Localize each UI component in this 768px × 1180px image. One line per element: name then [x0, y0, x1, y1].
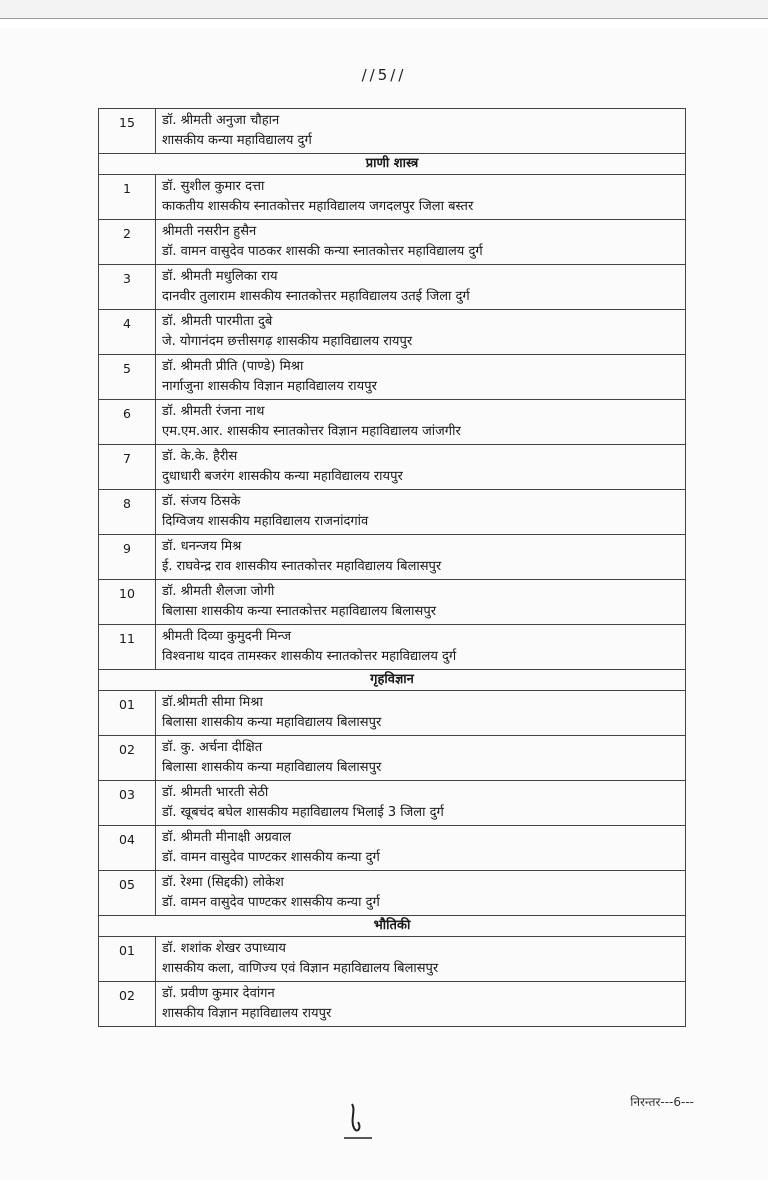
table-row: [99, 220, 686, 265]
table-row: [99, 871, 686, 916]
serial-number: 1: [99, 175, 156, 220]
member-cell: [156, 937, 686, 982]
member-institution: एम.एम.आर. शासकीय स्नातकोत्तर विज्ञान महाविद्यालय जांजगीर: [162, 424, 461, 439]
section-header-row: [99, 154, 686, 175]
faculty-table: [98, 108, 686, 1027]
member-institution: दानवीर तुलाराम शासकीय स्नातकोत्तर महाविद्यालय उतई जिला दुर्ग: [162, 289, 470, 304]
member-cell: [156, 535, 686, 580]
member-institution: बिलासा शासकीय कन्या स्नातकोत्तर महाविद्यालय बिलासपुर: [162, 604, 437, 619]
table-row: [99, 625, 686, 670]
serial-number: 11: [99, 625, 156, 670]
page-number: //5//: [361, 66, 407, 84]
table-row: [99, 781, 686, 826]
member-name: डॉ. शशांक शेखर उपाध्याय: [162, 941, 286, 956]
table-row: [99, 310, 686, 355]
section-title: प्राणी शास्त्र: [99, 154, 686, 175]
member-cell: [156, 781, 686, 826]
serial-number: 9: [99, 535, 156, 580]
member-institution: शासकीय कन्या महाविद्यालय दुर्ग: [162, 133, 312, 148]
member-cell: [156, 400, 686, 445]
serial-number: 3: [99, 265, 156, 310]
member-cell: [156, 826, 686, 871]
member-name: डॉ. रेश्मा (सिद्दकी) लोकेश: [162, 875, 284, 890]
table-row: [99, 265, 686, 310]
member-cell: [156, 871, 686, 916]
signature-mark: [338, 1098, 378, 1144]
table-row: [99, 982, 686, 1027]
member-name: डॉ. श्रीमती रंजना नाथ: [162, 404, 265, 419]
table-row: [99, 355, 686, 400]
member-institution: विश्वनाथ यादव तामस्कर शासकीय स्नातकोत्तर महाविद्यालय दुर्ग: [162, 649, 457, 664]
member-name: डॉ. श्रीमती मीनाक्षी अग्रवाल: [162, 830, 292, 845]
member-cell: [156, 355, 686, 400]
member-cell: [156, 982, 686, 1027]
member-name: डॉ. श्रीमती मधुलिका राय: [162, 269, 278, 284]
table-row: [99, 937, 686, 982]
serial-number: 8: [99, 490, 156, 535]
member-institution: डॉ. वामन वासुदेव पाठकर शासकी कन्या स्नातकोत्तर महाविद्यालय दुर्ग: [162, 244, 483, 259]
member-name: डॉ. प्रवीण कुमार देवांगन: [162, 986, 275, 1001]
member-name: डॉ. कु. अर्चना दीक्षित: [162, 740, 263, 755]
member-institution: काकतीय शासकीय स्नातकोत्तर महाविद्यालय जगदलपुर जिला बस्तर: [162, 199, 474, 214]
serial-number: 01: [99, 691, 156, 736]
viewer-top-bar: [0, 0, 768, 19]
serial-number: 10: [99, 580, 156, 625]
serial-number: 02: [99, 736, 156, 781]
member-name: डॉ. संजय ठिसके: [162, 494, 241, 509]
member-institution: दुधाधारी बजरंग शासकीय कन्या महाविद्यालय रायपुर: [162, 469, 403, 484]
member-name: डॉ. श्रीमती शैलजा जोगी: [162, 584, 275, 599]
serial-number: 05: [99, 871, 156, 916]
member-institution: दिग्विजय शासकीय महाविद्यालय राजनांदगांव: [162, 514, 369, 529]
table-row: [99, 691, 686, 736]
member-institution: जे. योगानंदम छत्तीसगढ़ शासकीय महाविद्यालय रायपुर: [162, 334, 413, 349]
table-row: [99, 175, 686, 220]
member-name: डॉ. धनन्जय मिश्र: [162, 539, 242, 554]
member-cell: [156, 490, 686, 535]
member-cell: [156, 310, 686, 355]
member-cell: [156, 109, 686, 154]
section-header-row: [99, 670, 686, 691]
section-title: भौतिकी: [99, 916, 686, 937]
member-institution: बिलासा शासकीय कन्या महाविद्यालय बिलासपुर: [162, 760, 382, 775]
table-row: [99, 736, 686, 781]
section-title: गृहविज्ञान: [99, 670, 686, 691]
member-cell: [156, 625, 686, 670]
member-institution: बिलासा शासकीय कन्या महाविद्यालय बिलासपुर: [162, 715, 382, 730]
member-name: डॉ. श्रीमती प्रीति (पाण्डे) मिश्रा: [162, 359, 304, 374]
section-header-row: [99, 916, 686, 937]
member-institution: डॉ. खूबचंद बघेल शासकीय महाविद्यालय भिलाई 3 जिला दुर्ग: [162, 805, 444, 820]
member-institution: ई. राघवेन्द्र राव शासकीय स्नातकोत्तर महाविद्यालय बिलासपुर: [162, 559, 442, 574]
serial-number: 5: [99, 355, 156, 400]
table-row: [99, 535, 686, 580]
member-cell: [156, 175, 686, 220]
table-row: [99, 580, 686, 625]
member-name: डॉ. सुशील कुमार दत्ता: [162, 179, 265, 194]
member-cell: [156, 265, 686, 310]
member-name: श्रीमती नसरीन हुसैन: [162, 224, 257, 239]
member-name: डॉ. श्रीमती भारती सेठी: [162, 785, 269, 800]
member-name: डॉ. के.के. हैरीस: [162, 449, 238, 464]
member-institution: शासकीय कला, वाणिज्य एवं विज्ञान महाविद्यालय बिलासपुर: [162, 961, 439, 976]
serial-number: 04: [99, 826, 156, 871]
member-name: डॉ. श्रीमती अनुजा चौहान: [162, 113, 280, 128]
continued-note: निरन्तर---6---: [630, 1095, 694, 1109]
serial-number: 4: [99, 310, 156, 355]
table-row: [99, 826, 686, 871]
member-name: डॉ. श्रीमती पारमीता दुबे: [162, 314, 273, 329]
member-cell: [156, 736, 686, 781]
table-row: [99, 400, 686, 445]
member-institution: डॉ. वामन वासुदेव पाण्टकर शासकीय कन्या दुर्ग: [162, 850, 380, 865]
serial-number: 6: [99, 400, 156, 445]
table-row: [99, 109, 686, 154]
member-institution: डॉ. वामन वासुदेव पाण्टकर शासकीय कन्या दुर्ग: [162, 895, 380, 910]
member-cell: [156, 691, 686, 736]
member-cell: [156, 220, 686, 265]
member-institution: नार्गाजुना शासकीय विज्ञान महाविद्यालय रायपुर: [162, 379, 377, 394]
member-institution: शासकीय विज्ञान महाविद्यालय रायपुर: [162, 1006, 332, 1021]
serial-number: 03: [99, 781, 156, 826]
serial-number: 01: [99, 937, 156, 982]
table-row: [99, 445, 686, 490]
serial-number: 7: [99, 445, 156, 490]
member-cell: [156, 580, 686, 625]
member-name: श्रीमती दिव्या कुमुदनी मिन्ज: [162, 629, 292, 644]
serial-number: 02: [99, 982, 156, 1027]
member-cell: [156, 445, 686, 490]
serial-number: 2: [99, 220, 156, 265]
member-name: डॉ.श्रीमती सीमा मिश्रा: [162, 695, 263, 710]
table-row: [99, 490, 686, 535]
serial-number: 15: [99, 109, 156, 154]
